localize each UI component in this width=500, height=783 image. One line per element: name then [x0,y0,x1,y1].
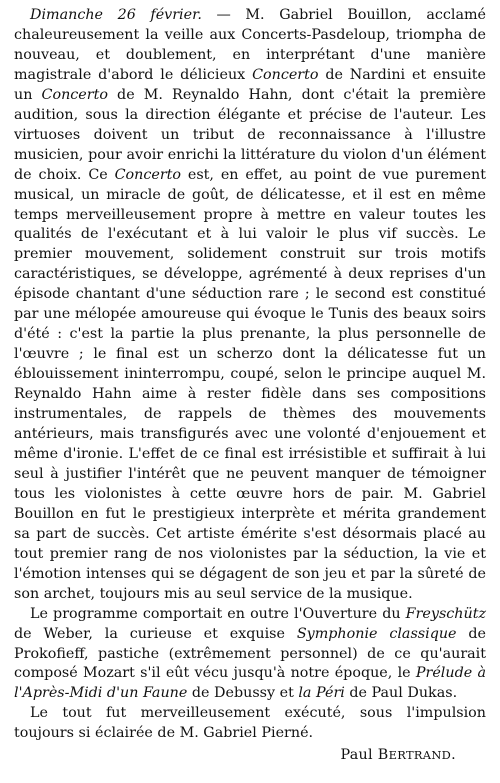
article-body [14,6,486,744]
italic-text-run: Symphonie classique [296,625,457,642]
italic-text-run: la Péri [298,685,345,702]
italic-text-run: Freyschütz [405,605,486,622]
author-signature [14,746,456,766]
italic-text-run: Concerto [252,66,319,83]
article-paragraph [14,605,486,705]
text-run: Le tout fut merveilleusement exécuté, sous l'impulsion toujours si éclairée de M. Gabriel Pierné. [14,705,486,742]
signature-last-name-initial: B [377,747,389,764]
text-run: de Prokofieff, pastiche (extrêmement personnel) de ce qu'aurait composé Mozart s'il eût vécu jusqu'à notre époque, le [14,625,486,682]
text-run: est, en effet, au point de vue purement musical, un miracle de goût, de délicatesse, et il est en même temps merveilleusement propre à mettre en valeur toutes les qualités de l'exécutant et à lui valoir le plus vif succès. Le premier mouvement, solidement construit sur trois motifs caractéristiques, se développe, agrémenté à deux reprises d'un épisode chantant d'une séduction rare ; le second est constitué par une mélopée amoureuse qui évoque le Tunis des beaux soirs d'été : c'est la partie la plus prenante, la plus personnelle de l'œuvre ; le final est un scherzo dont la délicatesse fut un éblouissement ininterrompu, coupé, selon le principe auquel M. Reynaldo Hahn aime à rester fidèle dans ses compositions instrumentales, de rappels de thèmes des mouvements antérieurs, mais transfigurés avec une volonté d'enjouement et même d'ironie. L'effet de ce final est irrésistible et suffirait à lui seul à justifier l'intérêt que ne peuvent manquer de témoigner tous les violonistes à cette œuvre hors de pair. M. Gabriel Bouillon en fut le prestigieux interprète et mérita grandement sa part de succès. Cet artiste émérite s'est désormais placé au tout premier rang de nos violonistes par la séduction, la vie et l'émotion intenses qui se dégagent de son jeu et par la sûreté de son archet, toujours mis au seul service de la musique. [14,166,486,602]
signature-period: . [451,747,456,764]
text-run: de Paul Dukas. [344,685,458,702]
italic-text-run: Concerto [41,86,108,103]
text-run: de Nardini et ensuite un [14,66,486,103]
article-paragraph [14,704,486,744]
text-run: — M. Gabriel Bouillon, acclamé chaleureusement la veille aux Concerts-Pasdeloup, triompha de nouveau, et doublement, en interprétant d'une manière magistrale d'abord le délicieux [14,7,486,83]
text-run: Le programme comportait en outre l'Ouverture du [30,605,406,622]
text-run: de Weber, la curieuse et exquise [14,625,297,642]
italic-text-run: Dimanche 26 février. [30,7,202,23]
signature-first-name: Paul [340,747,373,764]
signature-last-name-rest: ERTRAND [388,748,452,763]
text-run: de M. Reynaldo Hahn, dont c'était la première audition, sous la direction élégante et précise de l'auteur. Les virtuoses doivent un tribut de reconnaissance à l'illustre musicien, pour avoir enrichi la littérature du violon d'un élément de choix. Ce [14,86,486,183]
article-paragraph [14,6,486,605]
italic-text-run: Prélude à l'Après-Midi d'un Faune [14,665,486,702]
text-run: de Debussy et [187,685,299,702]
italic-text-run: Concerto [114,166,182,183]
